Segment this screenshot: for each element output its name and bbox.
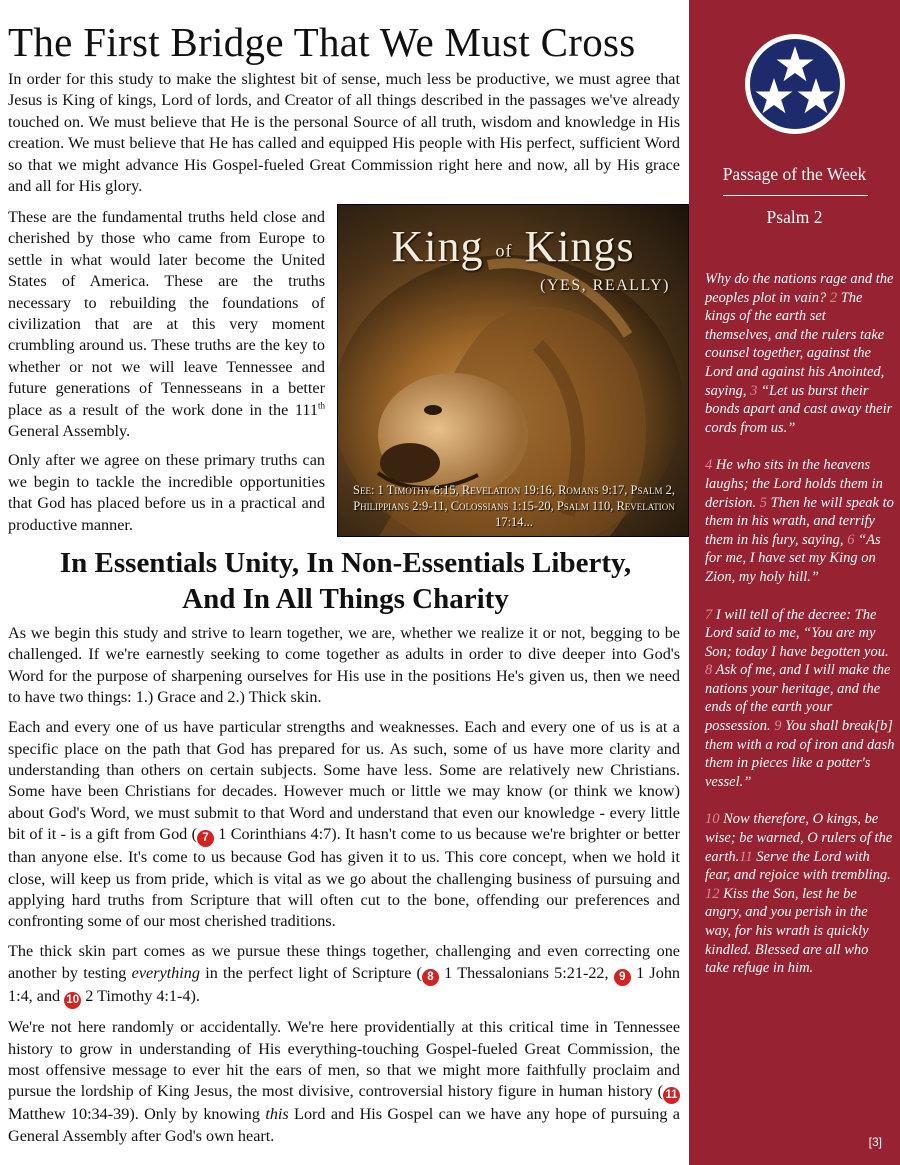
reference-badge-10: 10: [64, 992, 81, 1009]
paragraph-challenge: As we begin this study and strive to learn together, we are, whether we realize it or not, begging to be challenged. If we're earnestly seeking to come together as adults in order to dive deeper into God's Word for the purpose of sharpening ourselves for His use in the positions He's given us, then we need to have two things: 1.) Grace and 2.) Thick skin.: [8, 624, 680, 707]
paragraph-primary-truths: Only after we agree on these primary truths can we begin to tackle the incredible opportunities that God has placed before us in a practical and productive manner.: [8, 451, 325, 534]
passage-reference: Psalm 2: [766, 207, 823, 227]
paragraph-foundations: These are the fundamental truths held close and cherished by those who came from Europe to settle in what would later become the United States of America. These are the truths necessary to rebuilding the foundations of civilization that are at this very moment crumbling around us. These truths are the key to whether or not we will leave Tennessee and future generations of Tennesseans in a better place as a result of the work done in the 111th General Assembly.: [8, 208, 325, 441]
image-subtitle: (YES, REALLY): [540, 277, 670, 294]
paragraph-thick-skin: The thick skin part comes as we pursue these things together, challenging and even correcting one another by testing everything in the perfect light of Scripture ( 8 1 Thessalonians 5:21-22, 9 1 John 1:4, and 10 2 Timothy 4:1-4).: [8, 941, 680, 1008]
paragraph-strengths: Each and every one of us have particular strengths and weaknesses. Each and every one of us is at a specific place on the path that God has prepared for us. As such, some of us have more clarity and understanding than others on certain subjects. Some have less. Some are relatively new Christians. Some have been Christians for decades. However much or little we may know (or think we know) about God's Word, we must submit to that Word and understand that even our knowledge - every little bit of it - is a gift from God ( 7 1 Corinthians 4:7). It hasn't come to us because we're brighter or better than anyone else. It's come to us because God has given it to us. This core concept, when we hold it close, will keep us from pride, which is vital as we go about the challenging business of pursuing and applying hard truths from Scripture that will often cut to the bone, offending our preferences and confronting some of our most cherished traditions.: [8, 718, 681, 931]
intro-paragraph: In order for this study to make the slightest bit of sense, much less be productive, we must agree that Jesus is King of kings, Lord of lords, and Creator of all things described in the passages we've already touched on. We must believe that He is the personal Source of all truth, wisdom and knowledge in His creation. We must believe that He has called and equipped His people with His perfect, sufficient Word so that we might advance His Gospel-fueled Great Commission right here and now, all by His grace and all for His glory.: [8, 70, 680, 196]
king-of-kings-image: [337, 204, 689, 537]
psalm-stanza-1: Why do the nations rage and the peoples plot in vain? 2 The kings of the earth set themselves, and the rulers take counsel together, against the Lord and against his Anointed, saying, 3 “Let us burst their bonds apart and cast away their cords from us.”: [705, 271, 894, 436]
left-text-column: [8, 207, 325, 536]
reference-badge-7: 7: [197, 830, 214, 847]
psalm-stanza-3: 7 I will tell of the decree: The Lord said to me, “You are my Son; today I have begotten you. 8 Ask of me, and I will make the nations your heritage, and the ends of the earth your possession. 9 You shall break[b] them with a rod of iron and dash them in pieces like a potter's vessel.”: [705, 606, 895, 790]
page-title: The First Bridge That We Must Cross: [8, 19, 636, 65]
tennessee-tri-star-emblem-icon: [743, 32, 847, 136]
reference-badge-9: 9: [614, 969, 631, 986]
page-number: [3]: [868, 1135, 882, 1149]
reference-badge-8: 8: [422, 969, 439, 986]
section-body: [8, 623, 680, 1147]
main-column: [8, 0, 683, 1165]
passage-sidebar: [689, 0, 900, 1165]
psalm-stanza-4: 10 Now therefore, O kings, be wise; be warned, O rulers of the earth.11 Serve the Lord with fear, and rejoice with trembling. 12 Kiss the Son, lest he be angry, and you perish in the way, for his wrath is quickly kindled. Blessed are all who take refuge in him.: [705, 811, 893, 977]
psalm-stanza-2: 4 He who sits in the heavens laughs; the Lord holds them in derision. 5 Then he will speak to them in his wrath, and terrify them in his fury, saying, 6 “As for me, I have set my King on Zion, my holy hill.”: [705, 457, 894, 585]
image-title: King of Kings: [391, 222, 635, 271]
psalm-text: [705, 270, 895, 978]
image-scripture-refs: See: 1 Timothy 6:15, Revelation 19:16, Romans 9:17, Psalm 2, Philippians 2:9-11, Colossians 1:15-20, Psalm 110, Revelation 17:14...: [353, 483, 675, 529]
reference-badge-11: 11: [663, 1087, 680, 1104]
paragraph-providence: We're not here randomly or accidentally. We're here providentially at this critical time in Tennessee history to grow in understanding of His everything-touching Gospel-fueled Great Commission, the most offensive message to ever hit the ears of men, so that we might more faithfully proclaim and pursue the lordship of King Jesus, the most divisive, controversial history figure in human history ( 11Matthew 10:34-39). Only by knowing this Lord and His Gospel can we have any hope of pursuing a General Assembly after God's own heart.: [8, 1018, 680, 1145]
sidebar-divider: [723, 195, 868, 196]
passage-title: Passage of the Week: [722, 164, 867, 184]
section-heading: In Essentials Unity, In Non-Essentials Liberty, And In All Things Charity: [59, 547, 632, 615]
